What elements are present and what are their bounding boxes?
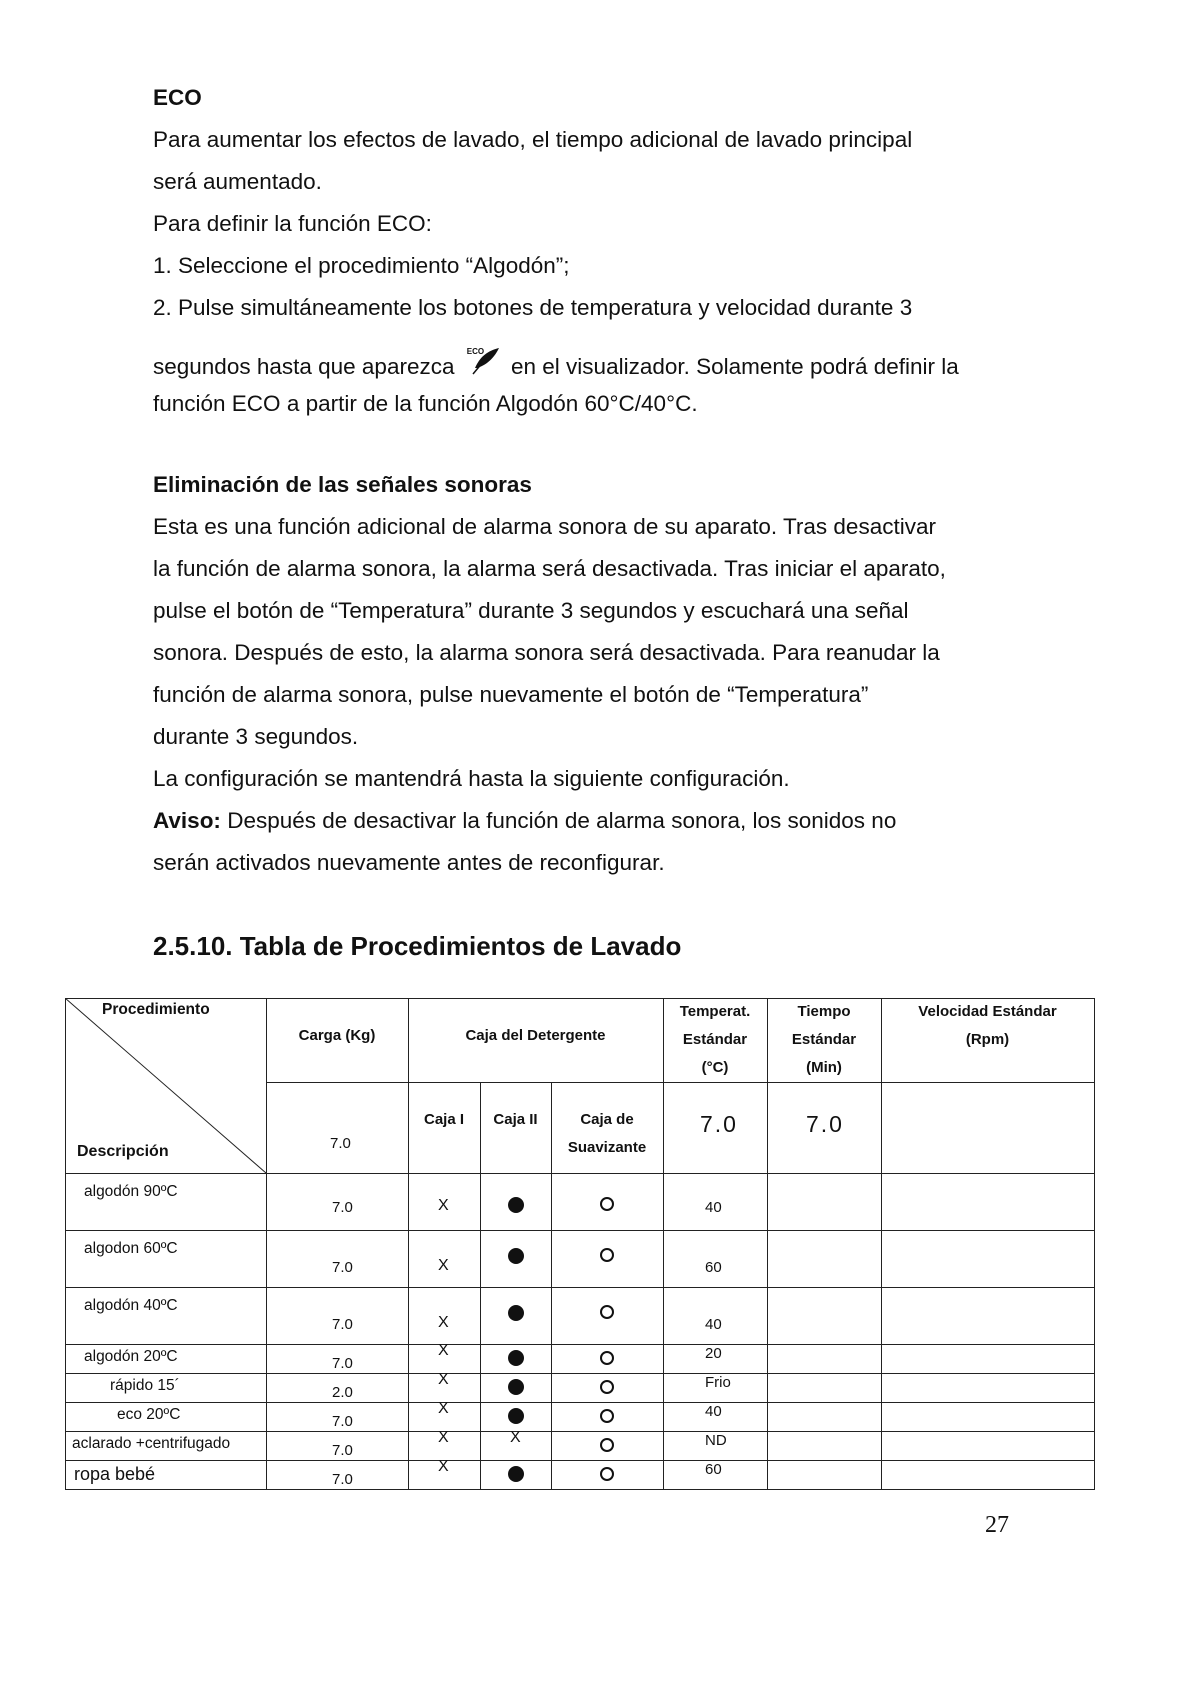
row-softener-ring-icon [600, 1467, 614, 1481]
header-time [767, 998, 881, 1082]
subheader-box-2: Caja II [493, 1111, 538, 1128]
row-box-2-dot-icon [508, 1350, 524, 1366]
table-row [65, 1373, 1095, 1402]
row-box-1-x-mark: X [438, 1371, 449, 1388]
row-box-2-x-mark: X [510, 1429, 521, 1446]
row-load: 2.0 [332, 1384, 353, 1401]
eco-paragraph-line-2: será aumentado. [153, 169, 322, 194]
row-procedure-name: aclarado +centrifugado [72, 1435, 231, 1452]
notice-text: Después de desactivar la función de alarma sonora, los sonidos no [220, 808, 897, 833]
page-number: 27 [985, 1512, 1009, 1538]
row-box-1-x-mark: X [438, 1342, 449, 1359]
row-temperature: 40 [705, 1199, 722, 1216]
row-box-2-dot-icon [508, 1305, 524, 1321]
row-box-2-dot-icon [508, 1248, 524, 1264]
row-softener-ring-icon [600, 1380, 614, 1394]
row-temperature: 60 [705, 1259, 722, 1276]
header-description: Descripción [77, 1143, 169, 1160]
header-time-line-1: Tiempo [797, 1003, 851, 1020]
sound-notice [153, 807, 896, 835]
row-box-1-x-mark: X [438, 1400, 449, 1417]
sound-line-2: la función de alarma sonora, la alarma será desactivada. Tras iniciar el aparato, [153, 556, 946, 581]
row-procedure-name: algodon 60ºC [84, 1240, 178, 1257]
row-temperature: Frio [705, 1374, 731, 1391]
row-load: 7.0 [332, 1471, 353, 1488]
eco-step-2: 2. Pulse simultáneamente los botones de temperatura y velocidad durante 3 [153, 295, 913, 320]
row-softener-ring-icon [600, 1248, 614, 1262]
row-procedure-name: algodón 40ºC [84, 1297, 178, 1314]
header-temperature-line-1: Temperat. [679, 1003, 751, 1020]
wash-procedures-table [65, 998, 1095, 1490]
notice-label: Aviso: [153, 808, 221, 833]
row-procedure-name: ropa bebé [74, 1464, 156, 1484]
eco-step-1: 1. Seleccione el procedimiento “Algodón”; [153, 253, 570, 278]
subheader-load-value: 7.0 [330, 1135, 351, 1152]
row-box-1-x-mark: X [438, 1429, 449, 1446]
subheader-softener-line-2: Suavizante [567, 1139, 647, 1156]
row-softener-ring-icon [600, 1197, 614, 1211]
row-temperature: 20 [705, 1345, 722, 1362]
eco-step-2-continued [153, 346, 959, 381]
row-box-1-x-mark: X [438, 1197, 449, 1214]
header-temperature-line-2: Estándar [682, 1031, 748, 1048]
row-temperature: 60 [705, 1461, 722, 1478]
row-load: 7.0 [332, 1413, 353, 1430]
subheader-box-1: Caja I [423, 1111, 465, 1128]
row-procedure-name: algodón 90ºC [84, 1183, 178, 1200]
sound-line-4: sonora. Después de esto, la alarma sonora será desactivada. Para reanudar la [153, 640, 940, 665]
header-time-line-3: (Min) [806, 1059, 842, 1076]
eco-leaf-icon [465, 346, 501, 376]
header-speed-line-1: Velocidad Estándar [918, 1003, 1057, 1020]
header-load: Carga (Kg) [298, 1027, 376, 1044]
row-temperature: 40 [705, 1316, 722, 1333]
eco-step-2-pre: segundos hasta que aparezca [153, 354, 455, 379]
subheader-temperature-value: 7.0 [700, 1111, 738, 1137]
row-procedure-name: algodón 20ºC [84, 1348, 178, 1365]
header-speed [881, 998, 1094, 1054]
row-temperature: ND [705, 1432, 727, 1449]
row-load: 7.0 [332, 1316, 353, 1333]
row-box-1-x-mark: X [438, 1257, 449, 1274]
table-row [65, 1402, 1095, 1431]
table-row [65, 1230, 1095, 1287]
header-procedure: Procedimiento [102, 1001, 210, 1018]
sound-line-3: pulse el botón de “Temperatura” durante 3 segundos y escuchará una señal [153, 598, 909, 623]
sound-line-5: función de alarma sonora, pulse nuevamente el botón de “Temperatura” [153, 682, 869, 707]
row-procedure-name: eco 20ºC [117, 1406, 181, 1423]
table-row [65, 1287, 1095, 1344]
row-load: 7.0 [332, 1442, 353, 1459]
row-box-2-dot-icon [508, 1466, 524, 1482]
sound-notice-line-2: serán activados nuevamente antes de reconfigurar. [153, 850, 665, 875]
header-temperature [663, 998, 767, 1082]
eco-paragraph-line-1: Para aumentar los efectos de lavado, el tiempo adicional de lavado principal [153, 127, 913, 152]
sound-heading: Eliminación de las señales sonoras [153, 472, 532, 497]
eco-paragraph-line-3: Para definir la función ECO: [153, 211, 432, 236]
row-box-1-x-mark: X [438, 1458, 449, 1475]
header-detergent-box: Caja del Detergente [465, 1027, 606, 1044]
header-time-line-2: Estándar [791, 1031, 857, 1048]
table-row [65, 1173, 1095, 1230]
row-softener-ring-icon [600, 1305, 614, 1319]
row-softener-ring-icon [600, 1438, 614, 1452]
row-load: 7.0 [332, 1259, 353, 1276]
row-temperature: 40 [705, 1403, 722, 1420]
header-temperature-line-3: (°C) [701, 1059, 729, 1076]
subheader-softener-box [551, 1106, 663, 1162]
row-procedure-name: rápido 15´ [110, 1377, 180, 1394]
sound-line-1: Esta es una función adicional de alarma sonora de su aparato. Tras desactivar [153, 514, 936, 539]
row-box-2-dot-icon [508, 1197, 524, 1213]
row-softener-ring-icon [600, 1351, 614, 1365]
subheader-time-value: 7.0 [806, 1111, 844, 1137]
eco-step-2-final: función ECO a partir de la función Algodón 60°C/40°C. [153, 391, 698, 416]
row-load: 7.0 [332, 1199, 353, 1216]
table-row [65, 1344, 1095, 1373]
row-softener-ring-icon [600, 1409, 614, 1423]
subheader-softener-line-1: Caja de [580, 1111, 634, 1128]
row-box-2-dot-icon [508, 1379, 524, 1395]
table-row [65, 1460, 1095, 1489]
sound-line-7: La configuración se mantendrá hasta la siguiente configuración. [153, 766, 790, 791]
row-load: 7.0 [332, 1355, 353, 1372]
table-row [65, 1431, 1095, 1460]
row-box-1-x-mark: X [438, 1314, 449, 1331]
eco-heading: ECO [153, 85, 202, 110]
header-speed-line-2: (Rpm) [965, 1031, 1010, 1048]
section-title: 2.5.10. Tabla de Procedimientos de Lavado [153, 931, 682, 961]
row-box-2-dot-icon [508, 1408, 524, 1424]
eco-step-2-post: en el visualizador. Solamente podrá definir la [511, 354, 959, 379]
eco-leaf-icon-label: ECO [466, 347, 485, 356]
sound-line-6: durante 3 segundos. [153, 724, 359, 749]
